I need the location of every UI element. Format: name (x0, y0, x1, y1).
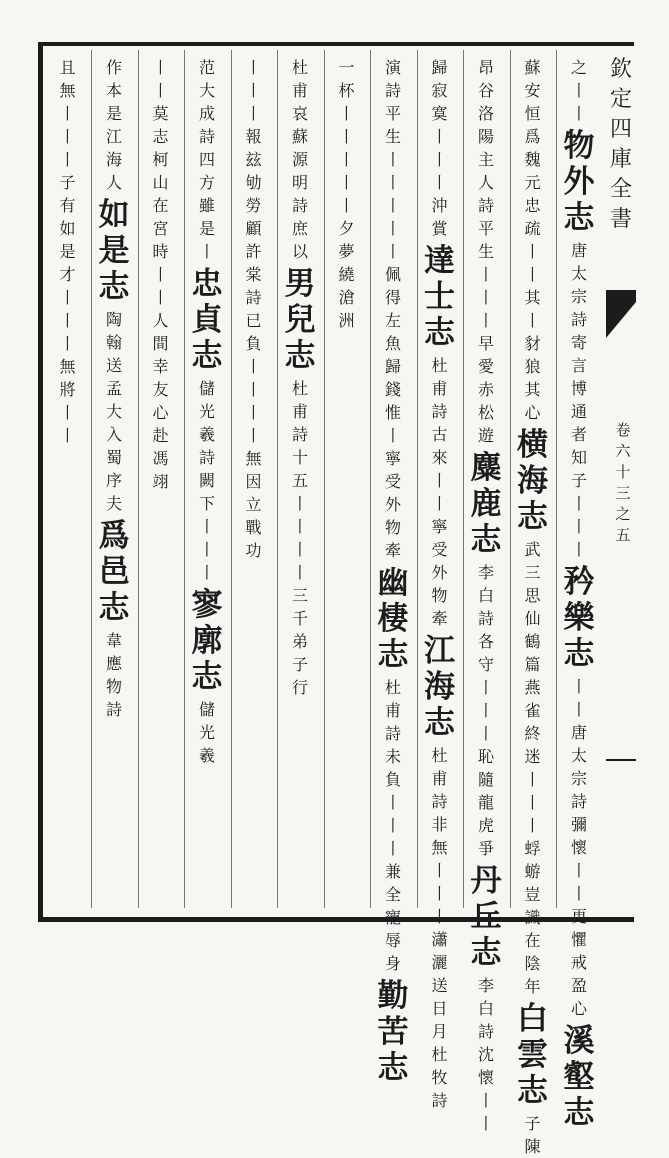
entry-annotation: 一 杯 丨 丨 丨 丨 丨 夕 夢 繞 滄 洲 (338, 58, 355, 330)
entry-annotation: 丨 丨 人 間 幸 友 心 (152, 265, 169, 422)
column-rule (324, 50, 325, 908)
entry-annotation: 赴 馮 翊 (152, 426, 169, 491)
entry-annotation: 韋 應 物 詩 (105, 631, 122, 719)
entry-heading: 爲 邑 志 (98, 518, 130, 626)
entry-heading: 如 是 志 (98, 197, 130, 305)
margin-title-char: 書 (609, 207, 632, 232)
entry-annotation: 丨 丨 唐 太 宗 詩 彌 懷 丨 丨 更 懼 戒 盈 心 (570, 677, 587, 1018)
entry-heading: 丹 丘 志 (470, 863, 502, 971)
text-column (281, 56, 319, 906)
entry-heading: 江 海 志 (424, 633, 455, 741)
entry-annotation: 無 將 丨 丨 (59, 357, 76, 445)
entry-annotation: 歸 寂 寞 丨 丨 丨 沖 賞 (431, 58, 448, 238)
entry-annotation: 唐 太 宗 詩 寄 言 博 通 者 知 子 丨 丨 丨 (570, 241, 587, 559)
entry-annotation: 蘇 安 恒 爲 魏 元 忠 疏 丨 丨 其 丨 豺 狼 其 心 (524, 58, 541, 422)
lower-fish-mark-icon (606, 740, 636, 780)
entry-annotation: 許 棠 詩 已 負 丨 丨 丨 丨 無 因 立 戰 功 (245, 242, 262, 560)
margin-title-char: 定 (609, 87, 632, 112)
entry-heading: 白 雲 志 (517, 1001, 548, 1109)
fish-tail-mark-icon (606, 290, 636, 338)
book-title-margin (606, 55, 636, 235)
entry-annotation: 丨 丨 丨 報 玆 劬 勞 顧 (245, 58, 262, 238)
entry-heading: 寥 廓 志 (191, 587, 223, 695)
entry-annotation: 丨 丨 莫 志 柯 山 在 宮 時 (152, 58, 169, 261)
margin-juan-char: 十 (615, 463, 631, 481)
entry-heading: 勤 苦 志 (377, 978, 409, 1086)
column-rule (277, 50, 278, 908)
entry-annotation: 儲 光 羲 詩 闕 下 丨 丨 丨 (198, 379, 215, 582)
margin-juan-char: 六 (615, 442, 631, 460)
entry-annotation: 陶 翰 送 孟 大 入 蜀 序 夫 (105, 310, 122, 513)
margin-juan-char: 五 (615, 526, 631, 544)
margin-juan-char: 三 (615, 484, 631, 502)
column-rule (91, 50, 92, 908)
entry-heading: 物 外 志 (563, 128, 595, 236)
column-rule (463, 50, 464, 908)
text-column (514, 56, 552, 1156)
margin-title-char: 全 (609, 177, 632, 202)
entry-heading: 忠 貞 志 (191, 266, 223, 374)
entry-heading: 麋 鹿 志 (470, 450, 502, 558)
entry-heading: 溪 壑 志 (563, 1023, 595, 1131)
juan-number-margin (610, 420, 636, 546)
text-column (560, 56, 598, 1131)
text-column (49, 56, 87, 906)
margin-title-char: 庫 (609, 147, 632, 172)
text-column (328, 56, 366, 906)
margin-juan-char: 之 (615, 505, 631, 523)
column-rule (138, 50, 139, 908)
margin-title-char: 欽 (609, 57, 632, 82)
entry-annotation: 杜 甫 詩 古 來 丨 丨 寧 受 外 物 牽 (431, 356, 448, 628)
entry-heading: 達 士 志 (424, 243, 455, 351)
text-column (235, 56, 273, 906)
margin-title-char: 四 (609, 117, 632, 142)
entry-annotation: 李 白 詩 沈 懷 丨 丨 (477, 976, 494, 1133)
entry-annotation: 演 詩 平 生 丨 丨 丨 丨 丨 (384, 58, 401, 261)
text-column (95, 56, 133, 906)
entry-heading: 男 兒 志 (284, 266, 316, 374)
column-rule (370, 50, 371, 908)
column-rule (417, 50, 418, 908)
column-rule (510, 50, 511, 908)
entry-heading: 横 海 志 (517, 427, 548, 535)
entry-annotation: 之 丨 丨 (570, 58, 587, 123)
margin-juan-char: 卷 (615, 421, 631, 439)
text-column (467, 56, 505, 1133)
entry-annotation: 杜 甫 詩 未 負 丨 丨 丨 兼 全 寵 辱 身 (384, 678, 401, 973)
text-column (188, 56, 226, 906)
text-column (421, 56, 459, 1110)
entry-annotation: 子 有 如 是 才 丨 丨 丨 (59, 173, 76, 353)
entry-annotation: 杜 甫 哀 蘇 源 明 詩 庶 以 (291, 58, 308, 261)
entry-annotation: 杜 甫 詩 十 五 丨 丨 丨 丨 三 千 弟 子 行 (291, 379, 308, 697)
entry-annotation: 昂 谷 洛 陽 主 人 詩 平 生 丨 丨 丨 早 愛 赤 松 遊 (477, 58, 494, 445)
column-rule (556, 50, 557, 908)
entry-annotation: 范 大 成 詩 四 方 雖 是 丨 (198, 58, 215, 261)
entry-annotation: 杜 甫 詩 非 無 丨 丨 丨 瀟 灑 送 日 月 杜 牧 詩 (431, 746, 448, 1110)
entry-heading: 矜 樂 志 (563, 564, 595, 672)
entry-annotation: 子 陳 (524, 1114, 541, 1156)
text-column (374, 56, 412, 1086)
entry-annotation: 佩 得 左 魚 歸 錢 惟 丨 寧 受 外 物 牽 (384, 265, 401, 560)
entry-annotation: 武 三 思 仙 鶴 篇 燕 雀 終 迷 丨 丨 丨 蜉 蝣 豈 識 在 陰 年 (524, 540, 541, 996)
entry-annotation: 且 無 丨 丨 丨 (59, 58, 76, 169)
entry-annotation: 作 本 是 江 海 人 (105, 58, 122, 192)
entry-annotation: 儲 光 羲 (198, 700, 215, 765)
column-rule (184, 50, 185, 908)
text-column (142, 56, 180, 906)
entry-annotation: 李 白 詩 各 守 丨 丨 丨 恥 隨 龍 虎 爭 (477, 563, 494, 858)
column-rule (231, 50, 232, 908)
entry-heading: 幽 棲 志 (377, 565, 409, 673)
